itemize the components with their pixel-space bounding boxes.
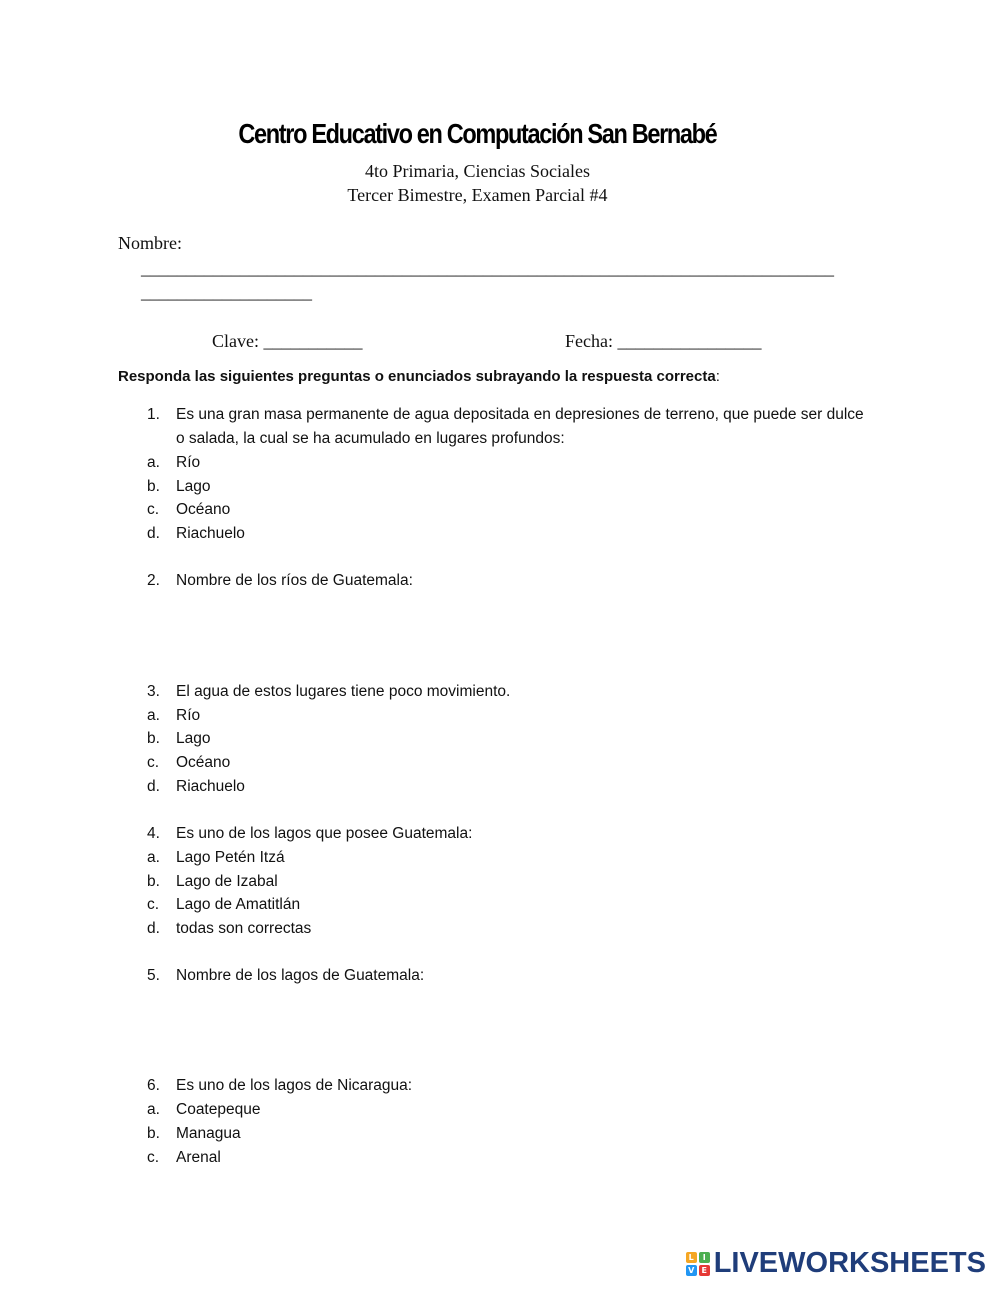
option-text[interactable]: Managua [176, 1125, 241, 1142]
option-letter: a. [147, 707, 160, 724]
option-text[interactable]: Lago Petén Itzá [176, 849, 285, 866]
fecha-field[interactable]: Fecha: ________________ [565, 331, 762, 351]
exam-subtitle: Tercer Bimestre, Examen Parcial #4 [347, 185, 608, 205]
question-number: 2. [147, 572, 160, 589]
question-text: Es una gran masa permanente de agua depositada en depresiones de terreno, que puede ser dulce o salada, la cual se ha acumulado en lugares profundos: [176, 406, 864, 447]
option-letter: d. [147, 778, 160, 795]
logo-text: LIVEWORKSHEETS [713, 1247, 986, 1279]
option-text[interactable]: Arenal [176, 1149, 221, 1166]
option-text[interactable]: Lago de Izabal [176, 873, 278, 890]
option-text[interactable]: Coatepeque [176, 1101, 261, 1118]
option-letter: c. [147, 1149, 160, 1166]
question-number: 1. [147, 406, 160, 423]
option-text[interactable]: Riachuelo [176, 525, 245, 542]
instructions [118, 368, 720, 385]
question-text: Es uno de los lagos que posee Guatemala: [176, 825, 473, 842]
option-letter: b. [147, 478, 160, 495]
option-letter: d. [147, 920, 160, 937]
option-letter: d. [147, 525, 160, 542]
instructions-bold: Responda las siguientes preguntas o enunciados subrayando la respuesta correcta [118, 368, 716, 385]
liveworksheets-logo [686, 1247, 986, 1280]
option-text[interactable]: Lago [176, 730, 211, 747]
logo-tile: V [686, 1265, 697, 1276]
course-subtitle: 4to Primaria, Ciencias Sociales [365, 161, 590, 181]
option-text[interactable]: Río [176, 454, 201, 471]
nombre-line-1[interactable]: _____________________________________________________________________________ [141, 258, 834, 278]
question-number: 4. [147, 825, 160, 842]
clave-field[interactable]: Clave: ___________ [212, 331, 363, 351]
logo-tile: L [686, 1252, 697, 1263]
question-text: El agua de estos lugares tiene poco movimiento. [176, 683, 511, 700]
nombre-label: Nombre: [118, 233, 182, 253]
question-number: 3. [147, 683, 160, 700]
option-letter: a. [147, 454, 160, 471]
option-text[interactable]: Lago [176, 478, 211, 495]
option-letter: c. [147, 754, 160, 771]
option-text[interactable]: Lago de Amatitlán [176, 896, 301, 913]
school-title: Centro Educativo en Computación San Bernabé [238, 118, 717, 149]
option-letter: c. [147, 896, 160, 913]
logo-tile: I [699, 1252, 710, 1263]
option-letter: b. [147, 1125, 160, 1142]
option-text[interactable]: Océano [176, 501, 231, 518]
option-letter: a. [147, 1101, 160, 1118]
option-text[interactable]: todas son correctas [176, 920, 312, 937]
option-letter: b. [147, 730, 160, 747]
option-letter: c. [147, 501, 160, 518]
nombre-line-2[interactable]: ___________________ [141, 282, 312, 302]
question-text: Es uno de los lagos de Nicaragua: [176, 1077, 413, 1094]
option-text[interactable]: Riachuelo [176, 778, 245, 795]
question-text: Nombre de los lagos de Guatemala: [176, 967, 425, 984]
option-text[interactable]: Río [176, 707, 201, 724]
question-number: 5. [147, 967, 160, 984]
instructions-suffix: : [715, 368, 720, 385]
option-letter: a. [147, 849, 160, 866]
logo-tile: E [699, 1265, 710, 1276]
question-number: 6. [147, 1077, 160, 1094]
question-text: Nombre de los ríos de Guatemala: [176, 572, 413, 589]
option-letter: b. [147, 873, 160, 890]
logo-tiles-icon [686, 1252, 710, 1276]
option-text[interactable]: Océano [176, 754, 231, 771]
